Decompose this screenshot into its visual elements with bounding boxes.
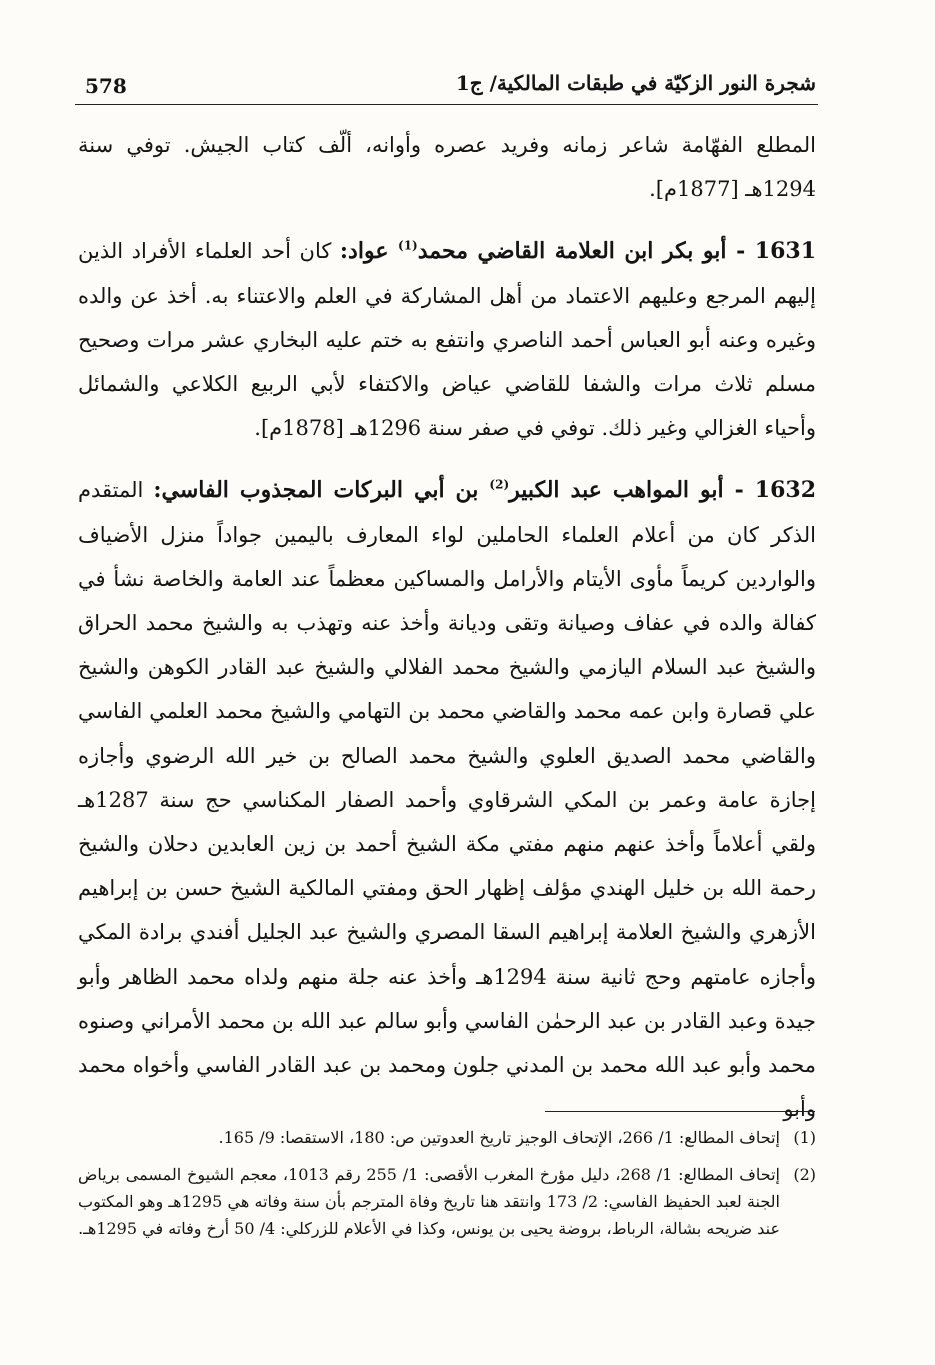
running-title: شجرة النور الزكيّة في طبقات المالكية/ ج1 [455, 71, 816, 95]
footnotes [78, 1124, 816, 1252]
entry-body: المتقدم الذكر كان من أعلام العلماء الحاملين لواء المعارف باليمين جواداً منزل الأضياف والواردين كريماً مأوى الأيتام والأرامل والمساكين معظماً عند العامة والخاصة نشأ في كفالة والده في عفاف وصيانة وتقى وديانة وأخذ عنه وتهذب به والشيخ محمد الحراق والشيخ عبد السلام اليازمي والشيخ محمد الفلالي والشيخ عبد القادر الكوهن والشيخ علي قصارة وابن عمه محمد والقاضي محمد بن التهامي والشيخ محمد العلمي الفاسي والقاضي محمد الصديق العلوي والشيخ محمد الصالح بن خير الله الرضوي وأجازه إجازة عامة وعمر بن المكي الشرقاوي وأحمد الصفار المكناسي حج سنة 1287هـ ولقي أعلاماً وأخذ عنهم منهم مفتي مكة الشيخ أحمد بن زين العابدين دحلان والشيخ رحمة الله بن خليل الهندي مؤلف إظهار الحق ومفتي المالكية الشيخ حسن بن إبراهيم الأزهري والشيخ العلامة إبراهيم السقا المصري والشيخ عبد الجليل أفندي برادة المكي وأجازه عامتهم وحج ثانية سنة 1294هـ وأخذ عنه جلة منهم ولداه محمد الظاهر وأبو جيدة وعبد القادر بن عبد الرحمٰن الفاسي وأبو سالم عبد الله بن محمد الأمراني وصنوه محمد وأبو عبد الله محمد بن المدني جلون ومحمد بن عبد القادر الفاسي وأخواه محمد وأبو [78, 478, 816, 1122]
footnote-2 [78, 1161, 816, 1242]
footnote-1 [78, 1124, 816, 1151]
footnote-divider [545, 1111, 815, 1112]
entry-heading-text: 1631 - أبو بكر ابن العلامة القاضي محمد [417, 238, 816, 265]
entry-heading-text: 1632 - أبو المواهب عبد الكبير [509, 477, 816, 504]
page-number: 578 [85, 74, 127, 98]
footnote-text: إتحاف المطالع: 1/ 268، دليل مؤرخ المغرب الأقصى: 1/ 255 رقم 1013، معجم الشيوخ المسمى برياض الجنة لعبد الحفيظ الفاسي: 2/ 173 وانتقد هنا تاريخ وفاة المترجم بأن سنة وفاته هي 1295هـ وهو المكتوب عند ضريحه بشالة، الرباط، بروضة يحيى بن يونس، وكذا في الأعلام للزركلي: 4/ 50 أرخ وفاته في 1295هـ. [78, 1165, 781, 1238]
entry-heading [340, 238, 816, 264]
footnote-mark: (2) [793, 1165, 816, 1184]
main-text [78, 123, 816, 1149]
footnote-mark: (1) [793, 1128, 816, 1147]
entry-body: كان أحد العلماء الأفراد الذين إليهم المرجع وعليهم الاعتماد من أهل المشاركة في العلم والاعتناء به. أخذ عن والده وغيره وعنه أبو العباس أحمد الناصري وانتفع به ختم عليه البخاري عشر مرات وصحيح مسلم ثلاث مرات والشفا للقاضي عياض والاكتفاء لأبي الربيع الكلاعي والشمائل وأحياء الغزالي وغير ذلك. توفي في صفر سنة 1296هـ [1878م]. [78, 239, 816, 441]
entry-heading [153, 477, 816, 503]
entry-1631 [78, 229, 816, 450]
page-header [75, 70, 818, 105]
footnote-text: إتحاف المطالع: 1/ 266، الإتحاف الوجيز تاريخ العدوتين ص: 180، الاستقصا: 9/ 165. [218, 1128, 780, 1147]
entry-1632 [78, 468, 816, 1131]
continuation-paragraph: المطلع الفهّامة شاعر زمانه وفريد عصره وأوانه، ألّف كتاب الجيش. توفي سنة 1294هـ [1877م]. [78, 133, 816, 202]
footnote-ref[interactable]: (2) [489, 478, 510, 493]
entry-heading-tail: بن أبي البركات المجذوب الفاسي: [153, 477, 490, 504]
footnote-ref[interactable]: (1) [398, 239, 418, 254]
entry-heading-tail: عواد: [339, 238, 398, 265]
